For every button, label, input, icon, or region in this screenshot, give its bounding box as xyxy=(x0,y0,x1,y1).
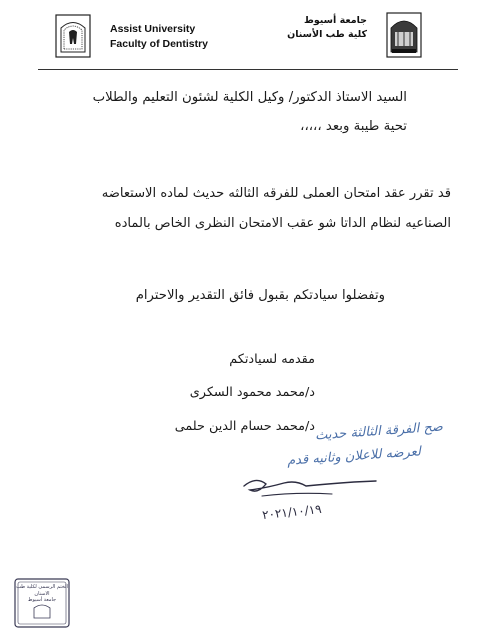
handwritten-note-line1: صح الفرقة الثالثة حديث xyxy=(314,419,444,444)
faculty-logo-icon xyxy=(55,14,91,58)
closing-line: وتفضلوا سيادتكم بقبول فائق التقدير والاحترام xyxy=(135,288,385,303)
stamp-text xyxy=(14,584,70,604)
addressee-line: السيد الاستاذ الدكتور/ وكيل الكلية لشئون التعليم والطلاب xyxy=(92,90,407,105)
handwritten-date: ٢٠٢١/١٠/١٩ xyxy=(261,501,323,523)
university-name-en xyxy=(110,22,208,52)
stamp-line2: جامعة أسيوط xyxy=(27,597,57,603)
signatory-2: د/محمد حسام الدين حلمى xyxy=(174,419,315,434)
university-name-ar xyxy=(287,14,367,42)
greeting-line: تحية طيبة وبعد ،،،،، xyxy=(300,119,407,134)
university-en: Assist University xyxy=(110,23,196,35)
faculty-en: Faculty of Dentistry xyxy=(110,38,209,50)
handwritten-note-line2: لعرضه للاعلان وثانيه قدم xyxy=(286,444,422,469)
submitted-by-line: مقدمه لسيادتكم xyxy=(229,352,315,367)
body-paragraph-line2: الصناعيه لنظام الداتا شو عقب الامتحان النظرى الخاص بالماده xyxy=(114,216,451,231)
header-divider xyxy=(38,69,458,70)
signatory-1: د/محمد محمود السكرى xyxy=(189,385,315,400)
body-paragraph-line1: قد تقرر عقد امتحان العملى للفرقه الثالثه حديث لماده الاستعاضه xyxy=(101,186,451,201)
faculty-ar: كلية طب الأسنان xyxy=(287,29,367,40)
university-ar: جامعة أسيوط xyxy=(303,15,367,26)
signature-icon xyxy=(236,474,386,504)
university-logo-icon xyxy=(386,12,422,58)
stamp-line1: الختم الرسمى لكلية طب الاسنان xyxy=(16,584,68,597)
